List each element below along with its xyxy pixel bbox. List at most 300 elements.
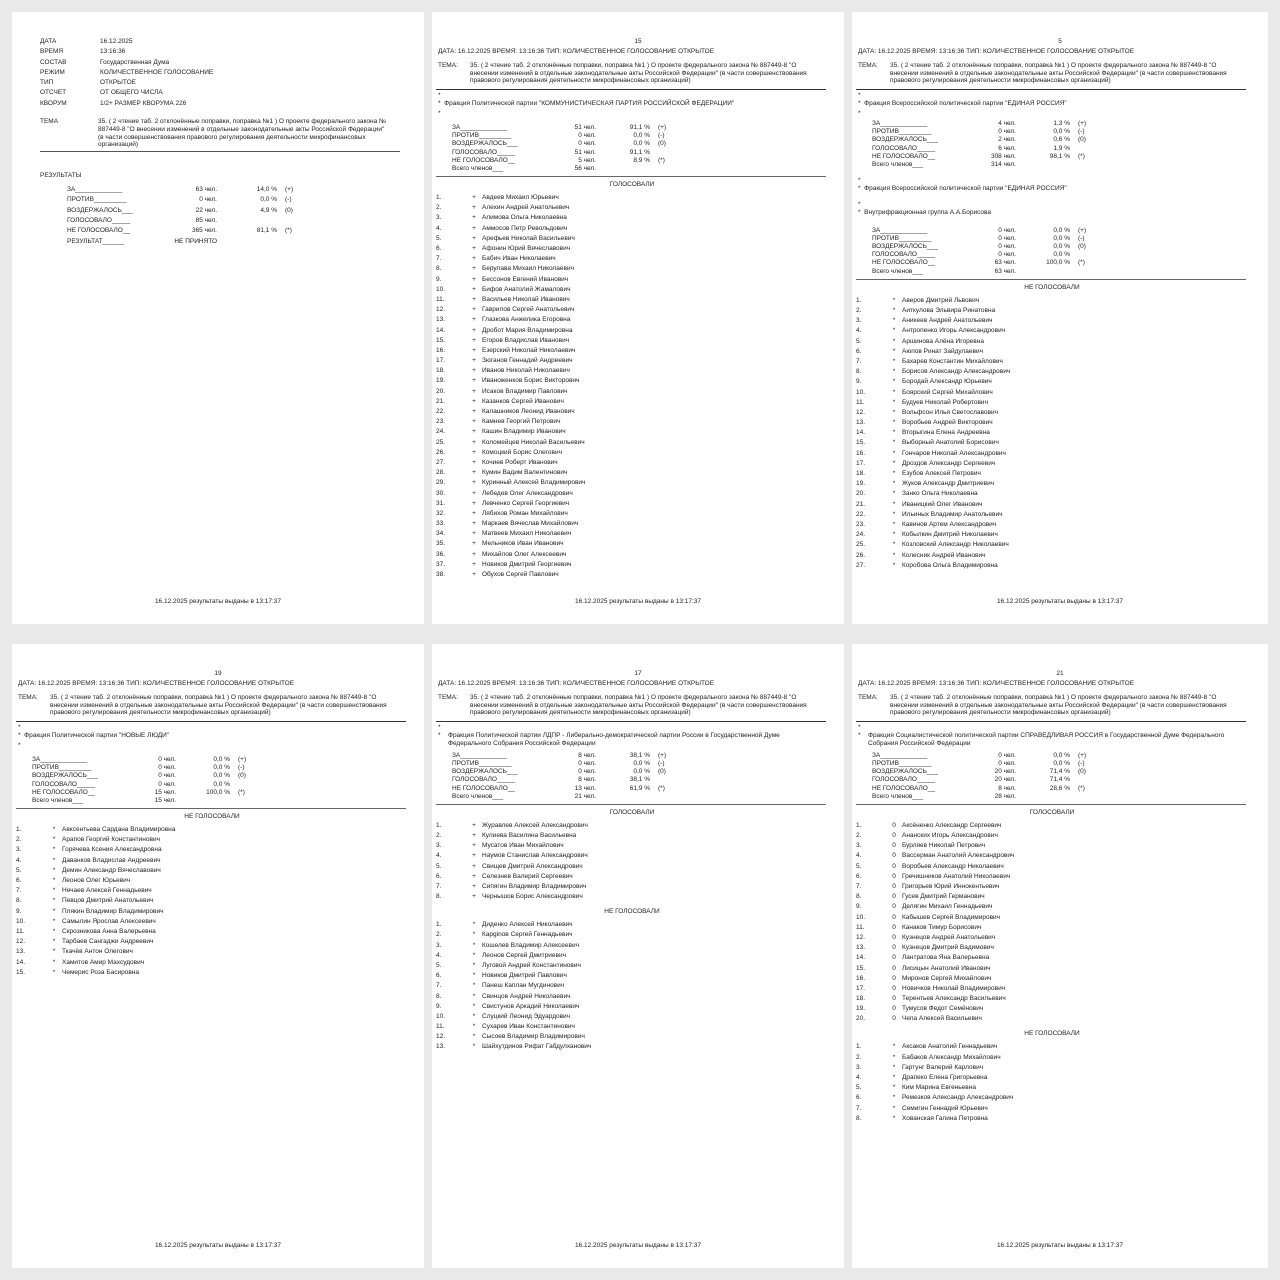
stats-count: 0 чел. — [158, 764, 176, 772]
stats-symbol: (+) — [238, 755, 247, 763]
member-number: 10. — [856, 388, 866, 396]
stats-count: 0 чел. — [578, 759, 596, 767]
stats-symbol: (0) — [658, 768, 666, 776]
vote-mark: * — [472, 1033, 476, 1041]
member-number: 8. — [436, 265, 442, 273]
member-name: Вассерман Анатолий Александрович — [902, 852, 1015, 860]
member-row — [436, 930, 844, 940]
member-name: Зюганов Геннадий Андреевич — [482, 357, 573, 365]
vote-mark: * — [892, 398, 896, 406]
stats-row — [872, 227, 1268, 235]
member-name: Маркаев Вячеслав Михайлович — [482, 520, 579, 528]
member-name: Глазкова Анжелика Егоровна — [482, 316, 571, 324]
stats-label: ПРОТИВ_________ — [452, 132, 512, 140]
member-number: 5. — [856, 1084, 862, 1092]
vote-mark: * — [892, 1094, 896, 1102]
member-row — [436, 529, 844, 539]
member-number: 9. — [436, 1002, 442, 1010]
vote-mark: * — [892, 429, 896, 437]
stats-percent: 0,0 % — [213, 764, 230, 772]
member-number: 27. — [436, 458, 446, 466]
stats-label: ВОЗДЕРЖАЛОСЬ___ — [872, 136, 938, 144]
member-row — [436, 499, 844, 509]
stats-row — [872, 136, 1268, 144]
topic-label: ТЕМА: — [858, 693, 878, 701]
member-row — [436, 468, 844, 478]
faction-page-er — [852, 12, 1268, 624]
stats-symbol: (+) — [285, 186, 294, 194]
member-number: 4. — [436, 852, 442, 860]
vote-mark: 0 — [892, 1015, 896, 1023]
stats-symbol: (-) — [238, 764, 245, 772]
vote-mark: * — [52, 968, 56, 976]
stats-row — [872, 161, 1268, 169]
faction-label: Фракция Социалистической политической партии СПРАВЕДЛИВАЯ РОССИЯ в Государственной Думе Федерального Собрания Российской Федерации — [868, 732, 1225, 747]
member-row — [856, 841, 1268, 851]
stats-percent: 0,0 % — [633, 759, 650, 767]
stats-label: ГОЛОСОВАЛО_____ — [452, 776, 516, 784]
stats-table — [872, 752, 1268, 801]
vote-mark: * — [892, 561, 896, 569]
member-row — [16, 825, 424, 835]
member-name: Свинцов Андрей Николаевич — [482, 992, 571, 1000]
meta-value: 13:16:36 — [100, 48, 126, 56]
vote-mark: + — [472, 842, 476, 850]
member-row — [856, 1083, 1268, 1093]
results-label: РЕЗУЛЬТАТЫ — [40, 172, 82, 180]
stats-symbol — [650, 776, 688, 784]
member-row — [436, 940, 844, 950]
stats-row — [872, 128, 1268, 136]
stats-count: 314 чел. — [990, 160, 1016, 168]
stats-label: ГОЛОСОВАЛО_____ — [872, 251, 936, 259]
stats-percent: 1,3 % — [1053, 119, 1070, 127]
member-row — [436, 539, 844, 549]
vote-mark: 0 — [892, 944, 896, 952]
member-name: Даванков Владислав Андреевич — [62, 856, 161, 864]
vote-mark: * — [52, 958, 56, 966]
asterisk-mark: * — [18, 732, 25, 740]
member-row — [16, 906, 424, 916]
faction-page-sr — [852, 644, 1268, 1268]
stats-row — [67, 227, 424, 237]
divider — [16, 808, 406, 809]
member-name: Ткачёв Антон Олегович — [62, 948, 133, 956]
meta-value: 16.12.2025 — [100, 38, 133, 45]
member-row — [856, 1052, 1268, 1062]
member-name: Ильиных Владимир Анатольевич — [902, 510, 1003, 518]
vote-mark: * — [52, 856, 56, 864]
member-number: 4. — [436, 224, 442, 232]
member-row — [436, 285, 844, 295]
member-number: 25. — [856, 541, 866, 549]
stats-row — [452, 752, 844, 760]
member-number: 19. — [856, 480, 866, 488]
stats-count: 15 чел. — [154, 788, 176, 796]
member-row — [856, 367, 1268, 377]
stats-percent: 91,1 % — [629, 148, 650, 156]
vote-mark: * — [52, 897, 56, 905]
member-number: 18. — [856, 470, 866, 477]
member-name: Бахарев Константин Михайлович — [902, 357, 1003, 365]
member-name: Семигин Геннадий Юрьевич — [902, 1104, 988, 1112]
member-row — [856, 510, 1268, 520]
member-row — [856, 296, 1268, 306]
stats-row — [452, 165, 844, 173]
vote-mark: + — [472, 255, 476, 263]
member-row — [436, 356, 844, 366]
vote-mark: * — [892, 449, 896, 457]
summary-page — [12, 12, 424, 624]
member-number: 9. — [856, 378, 862, 386]
stats-count: 51 чел. — [574, 148, 596, 156]
member-name: Кашин Владимир Иванович — [482, 428, 566, 436]
vote-mark: + — [472, 520, 476, 528]
vote-mark: * — [892, 357, 896, 365]
stats-count: 22 чел. — [195, 206, 217, 214]
vote-mark: 0 — [892, 832, 896, 840]
stats-label: ЗА_____________ — [452, 751, 508, 759]
member-name: Нечаев Алексей Геннадьевич — [62, 887, 152, 895]
member-number: 6. — [856, 347, 862, 355]
member-name: Ким Марина Евгеньевна — [902, 1084, 976, 1092]
stats-count: 63 чел. — [994, 267, 1016, 275]
member-name: Жуков Александр Дмитриевич — [902, 480, 995, 488]
member-number: 15. — [436, 336, 446, 344]
stats-label: ГОЛОСОВАЛО_____ — [67, 216, 131, 224]
vote-mark: + — [472, 499, 476, 507]
vote-mark: + — [472, 893, 476, 901]
member-name: Комоцкий Борис Олегович — [482, 448, 563, 456]
member-row — [856, 963, 1268, 973]
stats-table — [32, 756, 424, 805]
vote-mark: 0 — [892, 852, 896, 860]
stats-count: 0 чел. — [578, 768, 596, 776]
member-name: Горячева Ксения Александровна — [62, 846, 162, 854]
member-row — [436, 951, 844, 961]
stats-row — [872, 776, 1268, 784]
member-row — [436, 1002, 844, 1012]
member-number: 4. — [856, 327, 862, 335]
stats-symbol: (0) — [1078, 243, 1086, 251]
stats-count: НЕ ПРИНЯТО — [174, 237, 217, 245]
vote-mark: * — [892, 1053, 896, 1061]
member-number: 2. — [436, 931, 442, 939]
stats-percent: 0,0 % — [213, 772, 230, 780]
member-row — [856, 984, 1268, 994]
vote-mark: + — [472, 295, 476, 303]
member-row — [856, 1103, 1268, 1113]
topic-text: 35. ( 2 чтение таб. 2 отклонённые поправки, поправка №1 ) О проекте федерального закона № 887449-8 "О внесении изменений в отдельные законодательные акты Российской Федерации" (в части совершенствования правового регулирования деятельности микрофинансовых организаций) — [890, 61, 1227, 85]
member-row — [856, 499, 1268, 509]
stats-percent: 38,1 % — [629, 776, 650, 784]
member-name: Бурляев Николай Петрович — [902, 842, 986, 850]
meta-row — [40, 89, 424, 99]
vote-mark: + — [472, 872, 476, 880]
section-heading: ГОЛОСОВАЛИ — [609, 181, 655, 189]
stats-percent: 0,0 % — [260, 196, 277, 204]
footer: 16.12.2025 результаты выданы в 13:17:37 — [996, 598, 1124, 606]
member-row — [436, 892, 844, 902]
vote-mark: * — [472, 1012, 476, 1020]
faction-page-ldpr — [432, 644, 844, 1268]
member-name: Свищев Дмитрий Александрович — [482, 862, 583, 870]
meta-key: СОСТАВ — [40, 58, 67, 66]
member-number: 12. — [436, 1033, 446, 1041]
member-row — [856, 831, 1268, 841]
stats-row — [67, 207, 424, 217]
stats-count: 6 чел. — [998, 144, 1016, 152]
member-name: Кочиев Роберт Иванович — [482, 458, 558, 466]
vote-mark: * — [52, 917, 56, 925]
stats-row — [452, 149, 844, 157]
member-name: Обухов Сергей Павлович — [482, 571, 559, 579]
member-name: Ананских Игорь Александрович — [902, 832, 998, 840]
member-number: 16. — [856, 974, 866, 982]
stats-label: НЕ ГОЛОСОВАЛО__ — [452, 784, 516, 792]
member-row — [436, 961, 844, 971]
member-name: Кумин Вадим Валентинович — [482, 469, 568, 477]
stats-symbol: (+) — [1078, 751, 1087, 759]
member-name: Свистунов Аркадий Николаевич — [482, 1002, 580, 1010]
member-name: Боярский Сергей Михайлович — [902, 388, 993, 396]
vote-mark: * — [892, 470, 896, 477]
stats-label: НЕ ГОЛОСОВАЛО__ — [32, 788, 96, 796]
asterisk-mark: * — [858, 732, 861, 740]
asterisk-mark: * — [858, 177, 861, 185]
member-row — [856, 1063, 1268, 1073]
stats-symbol: (+) — [658, 751, 667, 759]
stats-row — [452, 768, 844, 776]
vote-mark: * — [52, 836, 56, 844]
member-number: 8. — [856, 893, 862, 901]
member-name: Журавлев Алексей Александрович — [482, 821, 588, 829]
stats-count: 8 чел. — [998, 784, 1016, 792]
member-number: 10. — [856, 913, 866, 921]
member-name: Аникеев Андрей Анатольевич — [902, 317, 993, 325]
vote-mark: * — [892, 378, 896, 386]
stats-row — [32, 756, 424, 764]
stats-row — [872, 793, 1268, 801]
member-number: 8. — [16, 897, 22, 905]
vote-mark: 0 — [892, 984, 896, 992]
vote-mark: * — [892, 510, 896, 518]
stats-symbol — [1070, 268, 1108, 276]
member-number: 33. — [436, 520, 446, 528]
stats-percent: 14,0 % — [256, 186, 277, 194]
member-row — [436, 841, 844, 851]
member-name: Миронов Сергей Михайлович — [902, 974, 992, 982]
member-row — [856, 1042, 1268, 1052]
stats-row — [872, 251, 1268, 259]
footer: 16.12.2025 результаты выданы в 13:17:37 — [574, 1242, 702, 1250]
member-row — [436, 821, 844, 831]
member-row — [436, 336, 844, 346]
member-number: 25. — [436, 438, 446, 446]
stats-percent: 0,0 % — [633, 140, 650, 148]
section-heading-2: НЕ ГОЛОСОВАЛИ — [604, 908, 660, 916]
stats-label: НЕ ГОЛОСОВАЛО__ — [67, 227, 131, 235]
vote-mark: * — [892, 419, 896, 427]
member-name: Демин Александр Вячеславович — [62, 866, 161, 874]
vote-mark: * — [892, 490, 896, 498]
stats-label: ГОЛОСОВАЛО_____ — [872, 776, 936, 784]
member-name: Скрозникова Анна Валерьевна — [62, 927, 156, 935]
member-number: 23. — [856, 520, 866, 528]
stats-row — [452, 785, 844, 793]
member-number: 29. — [436, 479, 446, 487]
vote-mark: 0 — [892, 964, 896, 972]
vote-mark: * — [892, 1104, 896, 1112]
divider — [40, 151, 400, 152]
stats-count: 0 чел. — [998, 251, 1016, 259]
member-row — [856, 953, 1268, 963]
member-row — [436, 346, 844, 356]
member-number: 11. — [856, 398, 865, 406]
stats-label: Всего членов___ — [452, 792, 504, 800]
stats-count: 0 чел. — [998, 234, 1016, 242]
topic-block — [858, 694, 1268, 717]
stats-symbol: (*) — [1078, 152, 1085, 160]
member-name: Матвеев Михаил Николаевич — [482, 530, 572, 538]
vote-mark: 0 — [892, 913, 896, 921]
member-number: 6. — [856, 1094, 862, 1102]
meta-value: Государственная Дума — [100, 58, 170, 66]
member-name: Выборный Анатолий Борисович — [902, 439, 999, 447]
divider — [856, 721, 1246, 722]
vote-mark: * — [892, 368, 896, 376]
member-row — [16, 937, 424, 947]
member-number: 7. — [856, 883, 862, 891]
stats-count: 0 чел. — [998, 128, 1016, 136]
member-name: Гусев Дмитрий Германович — [902, 893, 985, 901]
stats-label: ВОЗДЕРЖАЛОСЬ___ — [67, 206, 133, 214]
vote-mark: * — [892, 1114, 896, 1122]
member-number: 1. — [856, 1043, 862, 1051]
vote-mark: * — [892, 327, 896, 335]
member-number: 24. — [436, 428, 446, 436]
member-number: 11. — [16, 927, 25, 935]
member-number: 21. — [856, 500, 866, 508]
meta-value: КОЛИЧЕСТВЕННОЕ ГОЛОСОВАНИЕ — [100, 68, 214, 76]
member-name: Вольфсон Илья Светославович — [902, 408, 998, 416]
vote-mark: 0 — [892, 1005, 896, 1013]
topic-label: ТЕМА: — [438, 61, 458, 69]
stats-row — [452, 793, 844, 801]
vote-mark: + — [472, 530, 476, 538]
stats-percent — [217, 238, 277, 248]
meta-key: КВОРУМ — [40, 99, 67, 107]
member-number: 21. — [436, 397, 446, 405]
member-row — [16, 866, 424, 876]
vote-mark: + — [472, 265, 476, 273]
stats-percent: 98,1 % — [1049, 152, 1070, 160]
stats-count: 8 чел. — [578, 776, 596, 784]
vote-mark: * — [472, 1043, 476, 1051]
stats-label: ГОЛОСОВАЛО_____ — [452, 148, 516, 156]
meta-row — [40, 38, 424, 48]
member-number: 8. — [856, 368, 862, 376]
stats-count: 20 чел. — [994, 776, 1016, 784]
stats-symbol: (*) — [658, 784, 665, 792]
member-name: Селезнев Валерий Сергеевич — [482, 872, 573, 880]
member-number: 19. — [436, 377, 446, 385]
section-heading: ГОЛОСОВАЛИ — [609, 808, 655, 816]
member-row — [436, 458, 844, 468]
member-name: Чемерис Роза Басировна — [62, 968, 139, 976]
asterisk-mark: * — [438, 100, 445, 108]
vote-mark: * — [472, 1002, 476, 1010]
asterisk-mark: * — [858, 100, 865, 108]
member-name: Казанков Сергей Иванович — [482, 397, 564, 405]
vote-mark: * — [52, 887, 56, 895]
meta-key: ОТСЧЕТ — [40, 89, 67, 97]
topic-text: 35. ( 2 чтение таб. 2 отклонённые поправки, поправка №1 ) О проекте федерального закона № 887449-8 "О внесении изменений в отдельные законодательные акты Российской Федерации" (в части совершенствования правового регулирования деятельности микрофинансовых организаций) — [470, 693, 807, 717]
member-row — [856, 347, 1268, 357]
member-number: 10. — [16, 917, 26, 925]
vote-mark: * — [472, 941, 476, 949]
member-name: Аверов Дмитрий Львович — [902, 296, 980, 304]
member-name: Иванов Николай Николаевич — [482, 367, 570, 375]
member-number: 10. — [436, 1012, 446, 1020]
stats-count: 28 чел. — [994, 792, 1016, 800]
member-list — [16, 825, 424, 978]
stats-percent: 91,1 % — [629, 123, 650, 131]
member-name: Коломейцев Николай Васильевич — [482, 438, 585, 446]
vote-mark: 0 — [892, 974, 896, 982]
vote-mark: + — [472, 357, 476, 365]
member-name: Аксёненко Александр Сергеевич — [902, 821, 1002, 829]
member-name: Новиков Дмитрий Павлович — [482, 972, 567, 980]
faction-name — [858, 100, 1268, 108]
member-name: Алимова Ольга Николаевна — [482, 214, 567, 222]
member-name: Кузнецов Дмитрий Вадимович — [902, 944, 994, 952]
footer: 16.12.2025 результаты выданы в 13:17:37 — [996, 1242, 1124, 1250]
stats-row — [452, 140, 844, 148]
member-row — [856, 306, 1268, 316]
faction-label: Фракция Политической партии "НОВЫЕ ЛЮДИ" — [24, 732, 170, 740]
member-number: 8. — [436, 893, 442, 901]
member-number: 31. — [436, 499, 446, 507]
member-row — [856, 851, 1268, 861]
stats-percent: 0,6 % — [1053, 136, 1070, 144]
member-row — [436, 376, 844, 386]
member-row — [856, 520, 1268, 530]
stats-symbol: (*) — [238, 788, 245, 796]
member-name: Антропенко Игорь Александрович — [902, 327, 1006, 335]
member-row — [436, 549, 844, 559]
member-name: Слуцкий Леонид Эдуардович — [482, 1012, 571, 1020]
stats-symbol — [1070, 251, 1108, 259]
member-number: 27. — [856, 561, 866, 569]
footer: 16.12.2025 результаты выданы в 13:17:37 — [154, 1242, 282, 1250]
member-list — [856, 821, 1268, 1025]
stats-symbol — [1070, 161, 1108, 169]
member-number: 3. — [856, 842, 862, 850]
vote-mark: * — [892, 337, 896, 345]
member-row — [436, 1012, 844, 1022]
vote-mark: * — [892, 480, 896, 488]
member-name: Кулиева Василина Васильевна — [482, 832, 577, 840]
member-name: Чепа Алексей Васильевич — [902, 1015, 982, 1023]
vote-mark: + — [472, 224, 476, 232]
member-row — [436, 407, 844, 417]
member-number: 15. — [16, 968, 26, 976]
meta-value: ОТ ОБЩЕГО ЧИСЛА — [100, 89, 163, 97]
member-name: Борисов Александр Александрович — [902, 368, 1011, 376]
member-number: 6. — [16, 877, 22, 885]
member-row — [436, 560, 844, 570]
